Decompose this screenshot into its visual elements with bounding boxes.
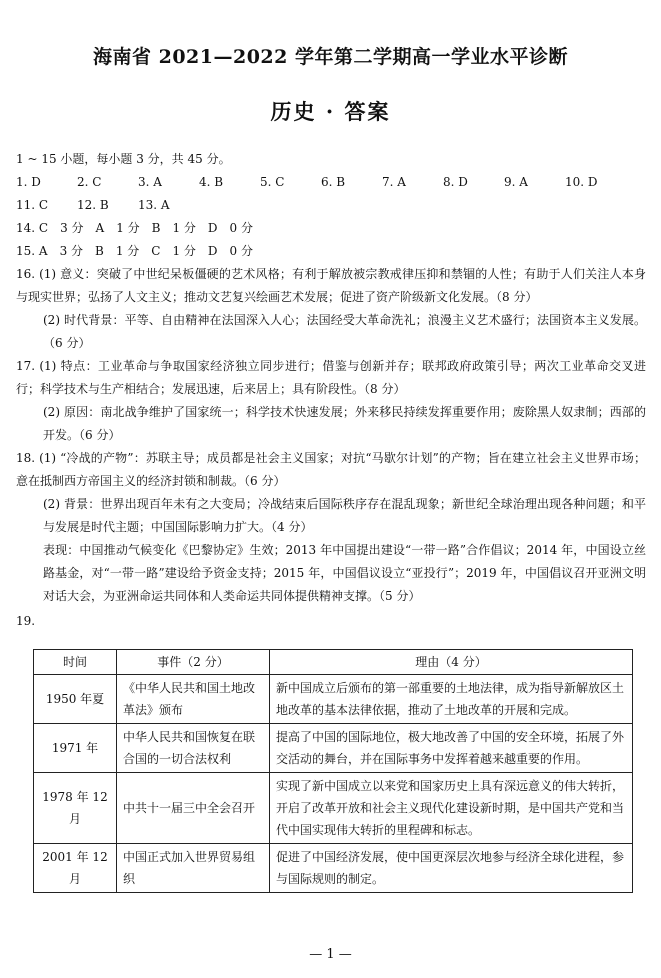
q16-part1: 16. (1) 意义：突破了中世纪呆板僵硬的艺术风格；有利于解放被宗教戒律压抑和禁锢的人性；有助于人们关注人本身与现实世界；弘扬了人文主义；推动文艺复兴绘画艺术发展；促进了资产阶级新文化发展。（8 分） <box>16 267 646 304</box>
table-header-event: 事件（2 分） <box>117 650 270 675</box>
q16-part2: (2) 时代背景：平等、自由精神在法国深入人心；法国经受大革命洗礼；浪漫主义艺术盛行；法国资本主义发展。（6 分） <box>43 313 646 350</box>
q15-scoring: 15. A 3 分 B 1 分 C 1 分 D 0 分 <box>16 244 253 258</box>
table-row <box>34 844 633 893</box>
table-cell-event: 中国正式加入世界贸易组织 <box>117 844 270 893</box>
mc-answer: 9. A <box>504 175 528 189</box>
q18-part1: 18. (1) “冷战的产物”：苏联主导；成员都是社会主义国家；对抗“马歇尔计划”的产物；旨在建立社会主义世界市场；意在抵制西方帝国主义的经济封锁和制裁。（6 分） <box>16 451 646 488</box>
q18-part2: (2) 背景：世界出现百年未有之大变局；冷战结束后国际秩序存在混乱现象；新世纪全球治理出现各种问题；和平与发展是时代主题；中国国际影响力扩大。（4 分） <box>43 497 646 534</box>
mc-answer: 5. C <box>260 175 285 189</box>
table-row <box>34 675 633 724</box>
q19-label: 19. <box>16 614 36 628</box>
table-cell-time: 1978 年 12 月 <box>34 773 117 844</box>
table-cell-reason: 促进了中国经济发展，使中国更深层次地参与经济全球化进程，参与国际规则的制定。 <box>270 844 633 893</box>
answer-content <box>16 148 646 633</box>
table-cell-time: 1950 年夏 <box>34 675 117 724</box>
q19-answer-table <box>33 649 633 893</box>
table-cell-time: 2001 年 12 月 <box>34 844 117 893</box>
mc-answer: 7. A <box>382 175 406 189</box>
q14-scoring: 14. C 3 分 A 1 分 B 1 分 D 0 分 <box>16 221 253 235</box>
mc-answer: 12. B <box>77 198 109 212</box>
table-row <box>34 724 633 773</box>
mc-answer: 4. B <box>199 175 224 189</box>
mc-answer: 2. C <box>77 175 102 189</box>
table-cell-reason: 新中国成立后颁布的第一部重要的土地法律，成为指导新解放区土地改革的基本法律依据，推动了土地改革的开展和完成。 <box>270 675 633 724</box>
mc-answers-row-1 <box>16 171 646 194</box>
table-cell-time: 1971 年 <box>34 724 117 773</box>
table-cell-event: 中共十一届三中全会召开 <box>117 773 270 844</box>
mc-answer: 11. C <box>16 198 49 212</box>
mc-answer: 10. D <box>565 175 598 189</box>
table-cell-reason: 提高了中国的国际地位，极大地改善了中国的安全环境，拓展了外交活动的舞台，并在国际事务中发挥着越来越重要的作用。 <box>270 724 633 773</box>
document-title: 海南省 2021—2022 学年第二学期高一学业水平诊断 <box>93 46 568 68</box>
table-header-reason: 理由（4 分） <box>270 650 633 675</box>
q17-part2: (2) 原因：南北战争维护了国家统一；科学技术快速发展；外来移民持续发挥重要作用；废除黑人奴隶制；西部的开发。（6 分） <box>43 405 646 442</box>
table-header-time: 时间 <box>34 650 117 675</box>
document-subtitle: 历史 · 答案 <box>270 99 391 124</box>
mc-answer: 3. A <box>138 175 162 189</box>
mc-answer: 13. A <box>138 198 170 212</box>
mc-answer: 1. D <box>16 175 41 189</box>
q18-part3: 表现：中国推动气候变化《巴黎协定》生效；2013 年中国提出建设“一带一路”合作倡议；2014 年，中国设立丝路基金，对“一带一路”建设给予资金支持；2015 年，中国倡议设立“亚投行”；2019 年，中国倡议召开亚洲文明对话大会，为亚洲命运共同体和人类命运共同体提供精神支撑。（5 分） <box>43 543 646 603</box>
mc-intro: 1 ~ 15 小题，每小题 3 分，共 45 分。 <box>16 152 231 166</box>
table-cell-event: 中华人民共和国恢复在联合国的一切合法权利 <box>117 724 270 773</box>
table-row <box>34 773 633 844</box>
mc-answer: 6. B <box>321 175 346 189</box>
table-cell-event: 《中华人民共和国土地改革法》颁布 <box>117 675 270 724</box>
page-number: — 1 — <box>309 947 352 962</box>
table-header-row <box>34 650 633 675</box>
mc-answers-row-2 <box>16 194 646 217</box>
q17-part1: 17. (1) 特点：工业革命与争取国家经济独立同步进行；借鉴与创新并存；联邦政府政策引导；两次工业革命交叉进行；科学技术与生产相结合；发展迅速，后来居上；具有阶段性。（8 分） <box>16 359 646 396</box>
table-cell-reason: 实现了新中国成立以来党和国家历史上具有深远意义的伟大转折，开启了改革开放和社会主义现代化建设新时期，是中国共产党和当代中国实现伟大转折的里程碑和标志。 <box>270 773 633 844</box>
mc-answer: 8. D <box>443 175 468 189</box>
